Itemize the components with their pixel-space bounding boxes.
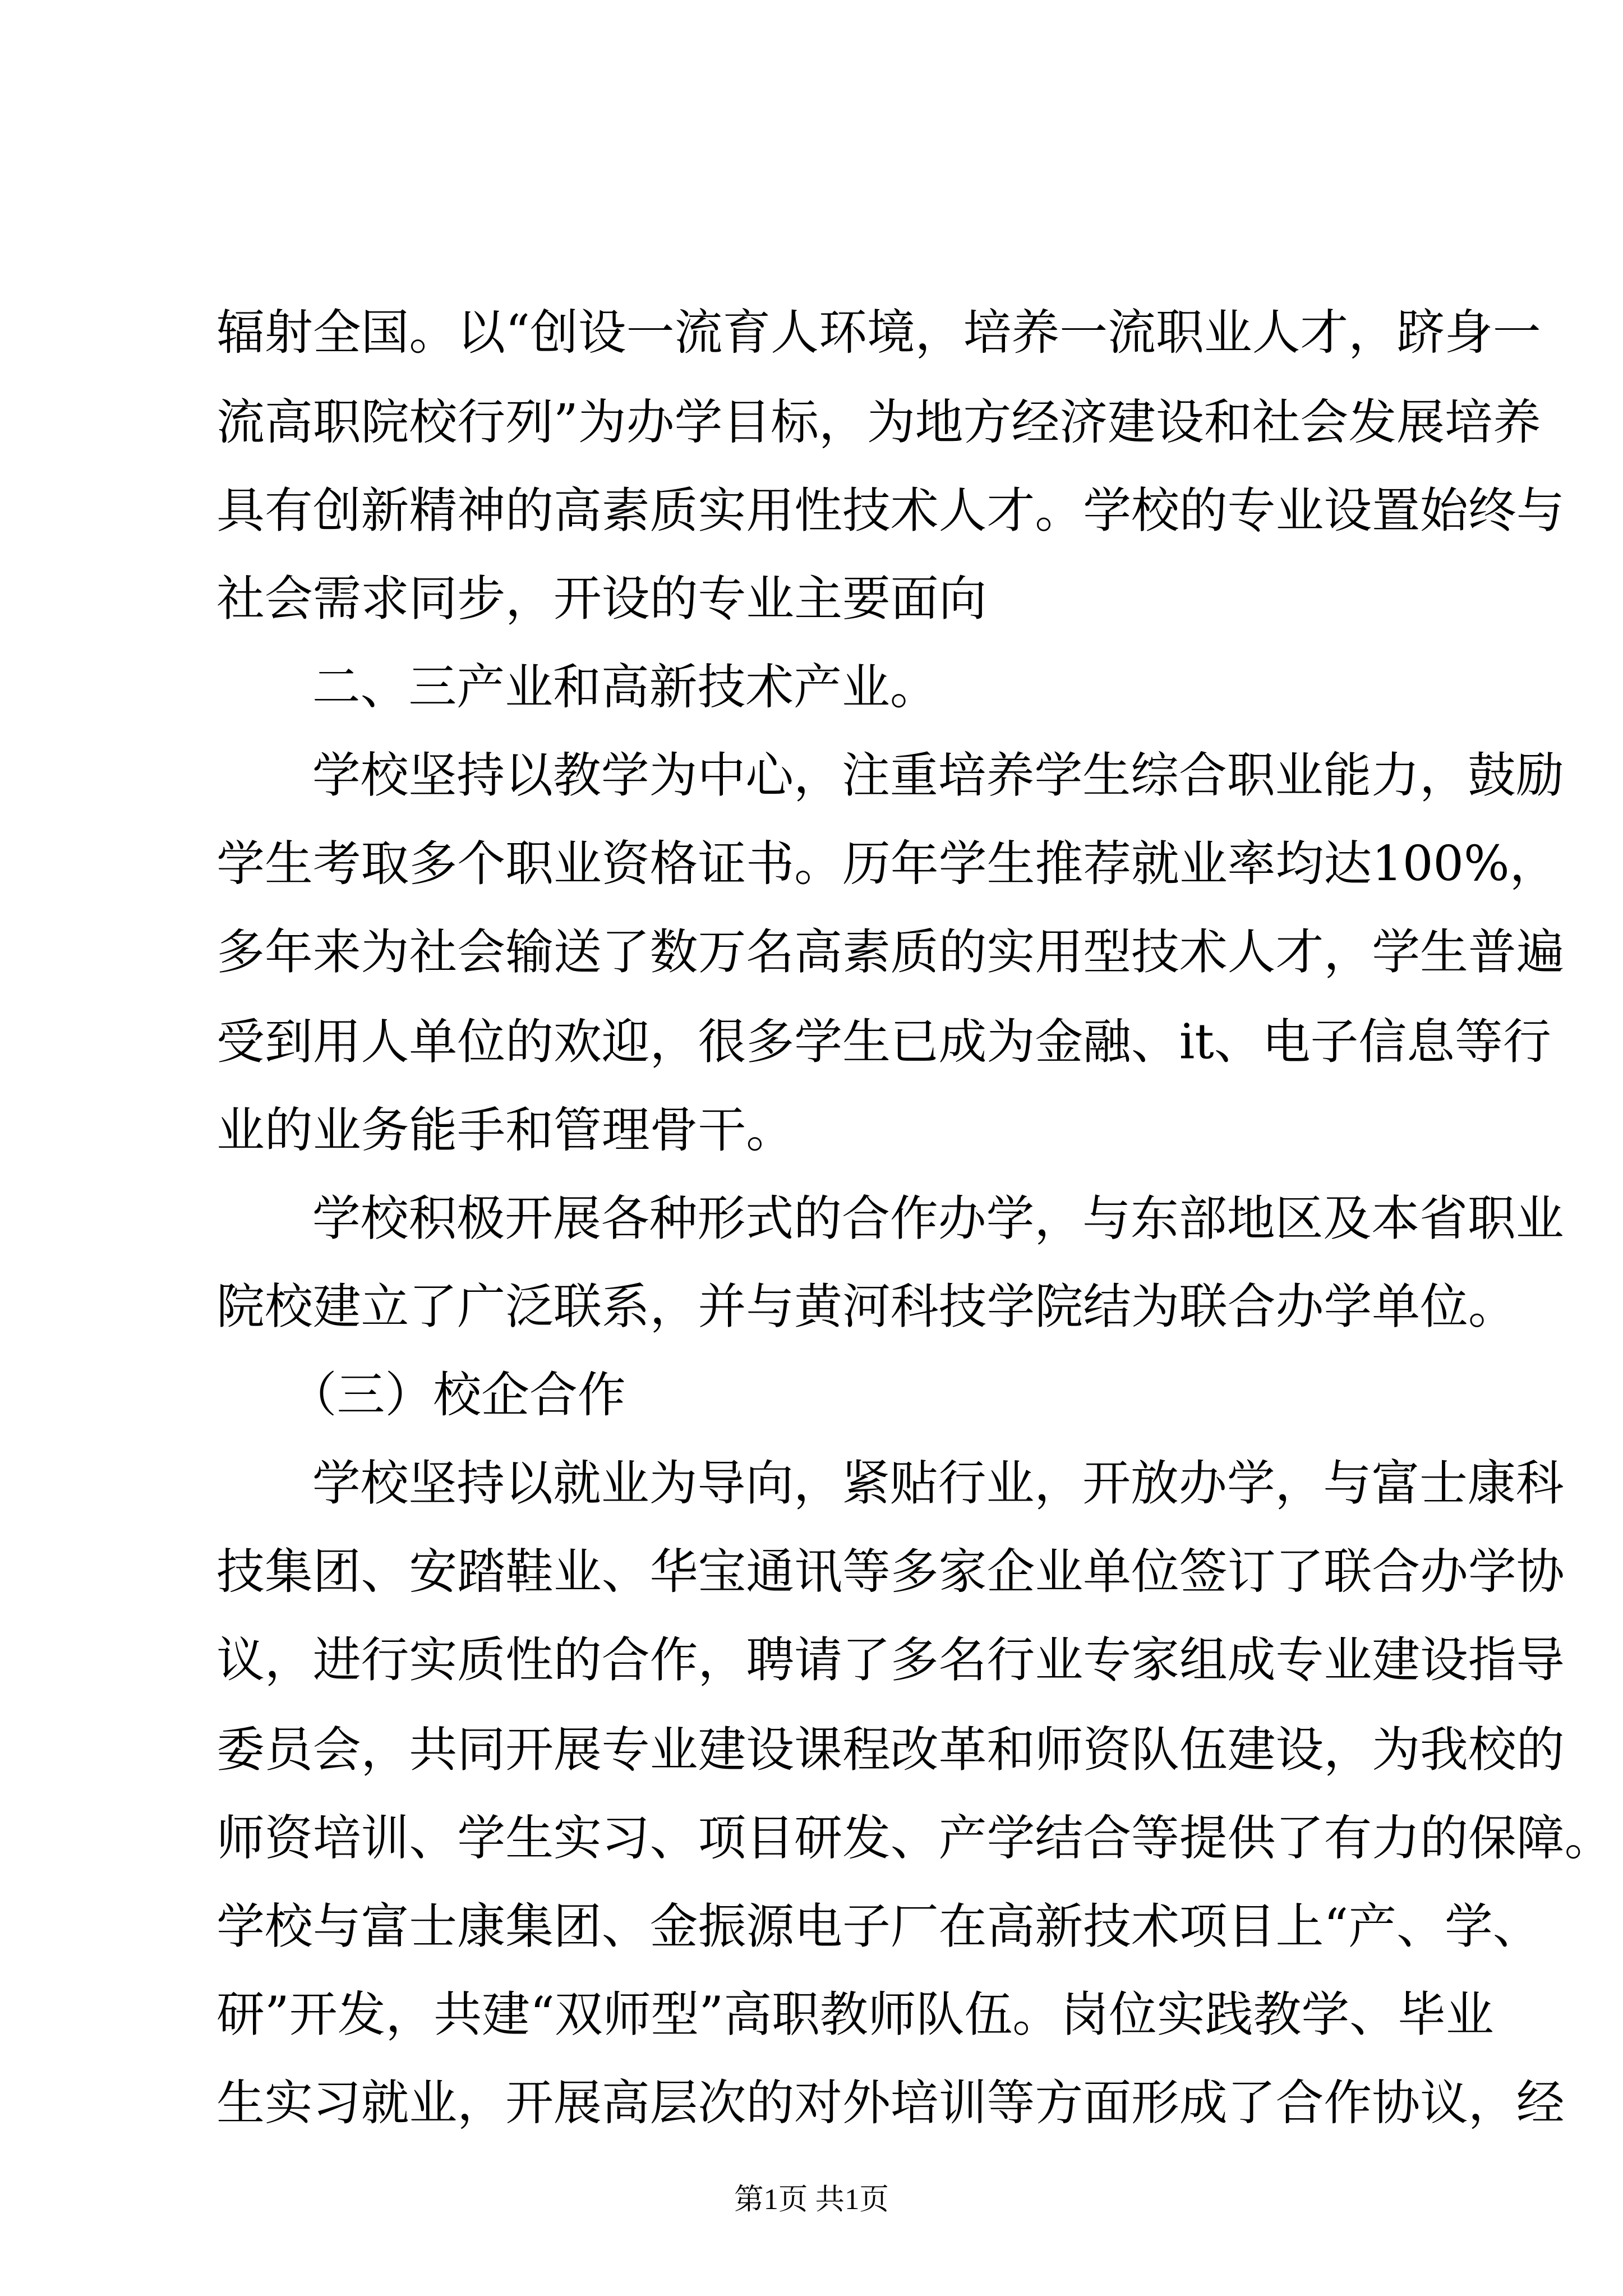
- text-line: 研”开发，共建“双师型”高职教师队伍。岗位实践教学、毕业: [216, 1986, 1494, 2043]
- text-line: 学校坚持以教学为中心，注重培养学生综合职业能力，鼓励: [312, 747, 1564, 804]
- text-line: 师资培训、学生实习、项目研发、产学结合等提供了有力的保障。: [216, 1810, 1613, 1866]
- text-line: 委员会，共同开展专业建设课程改革和师资队伍建设，为我校的: [216, 1722, 1565, 1778]
- page-number-footer: 第1页 共1页: [734, 2184, 889, 2217]
- text-line: 生实习就业，开展高层次的对外培训等方面形成了合作协议，经: [216, 2075, 1565, 2132]
- text-line: 学校坚持以就业为导向，紧贴行业，开放办学，与富士康科: [312, 1455, 1564, 1512]
- text-line: 业的业务能手和管理骨干。: [216, 1102, 795, 1158]
- text-line: 技集团、安踏鞋业、华宝通讯等多家企业单位签订了联合办学协: [216, 1544, 1565, 1600]
- text-line: 学校积极开展各种形式的合作办学，与东部地区及本省职业: [312, 1190, 1564, 1247]
- text-line: 学校与富士康集团、金振源电子厂在高新技术项目上“产、学、: [216, 1898, 1541, 1955]
- text-line: 具有创新精神的高素质实用性技术人才。学校的专业设置始终与: [216, 482, 1565, 539]
- text-line: 二、三产业和高新技术产业。: [312, 659, 938, 716]
- text-line: 学生考取多个职业资格证书。历年学生推荐就业率均达100%，: [216, 836, 1558, 892]
- text-line: 社会需求同步，开设的专业主要面向: [216, 570, 987, 627]
- text-line: 院校建立了广泛联系，并与黄河科技学院结为联合办学单位。: [216, 1278, 1516, 1335]
- text-line: 议，进行实质性的合作，聘请了多名行业专家组成专业建设指导: [216, 1632, 1565, 1688]
- text-line: 受到用人单位的欢迎，很多学生已成为金融、it、电子信息等行: [216, 1014, 1551, 1070]
- text-line: 辐射全国。以“创设一流育人环境，培养一流职业人才，跻身一: [216, 305, 1541, 361]
- section-heading: （三）校企合作: [288, 1367, 626, 1424]
- text-line: 流高职院校行列”为办学目标，为地方经济建设和社会发展培养: [216, 394, 1541, 450]
- text-line: 多年来为社会输送了数万名高素质的实用型技术人才，学生普遍: [216, 924, 1565, 981]
